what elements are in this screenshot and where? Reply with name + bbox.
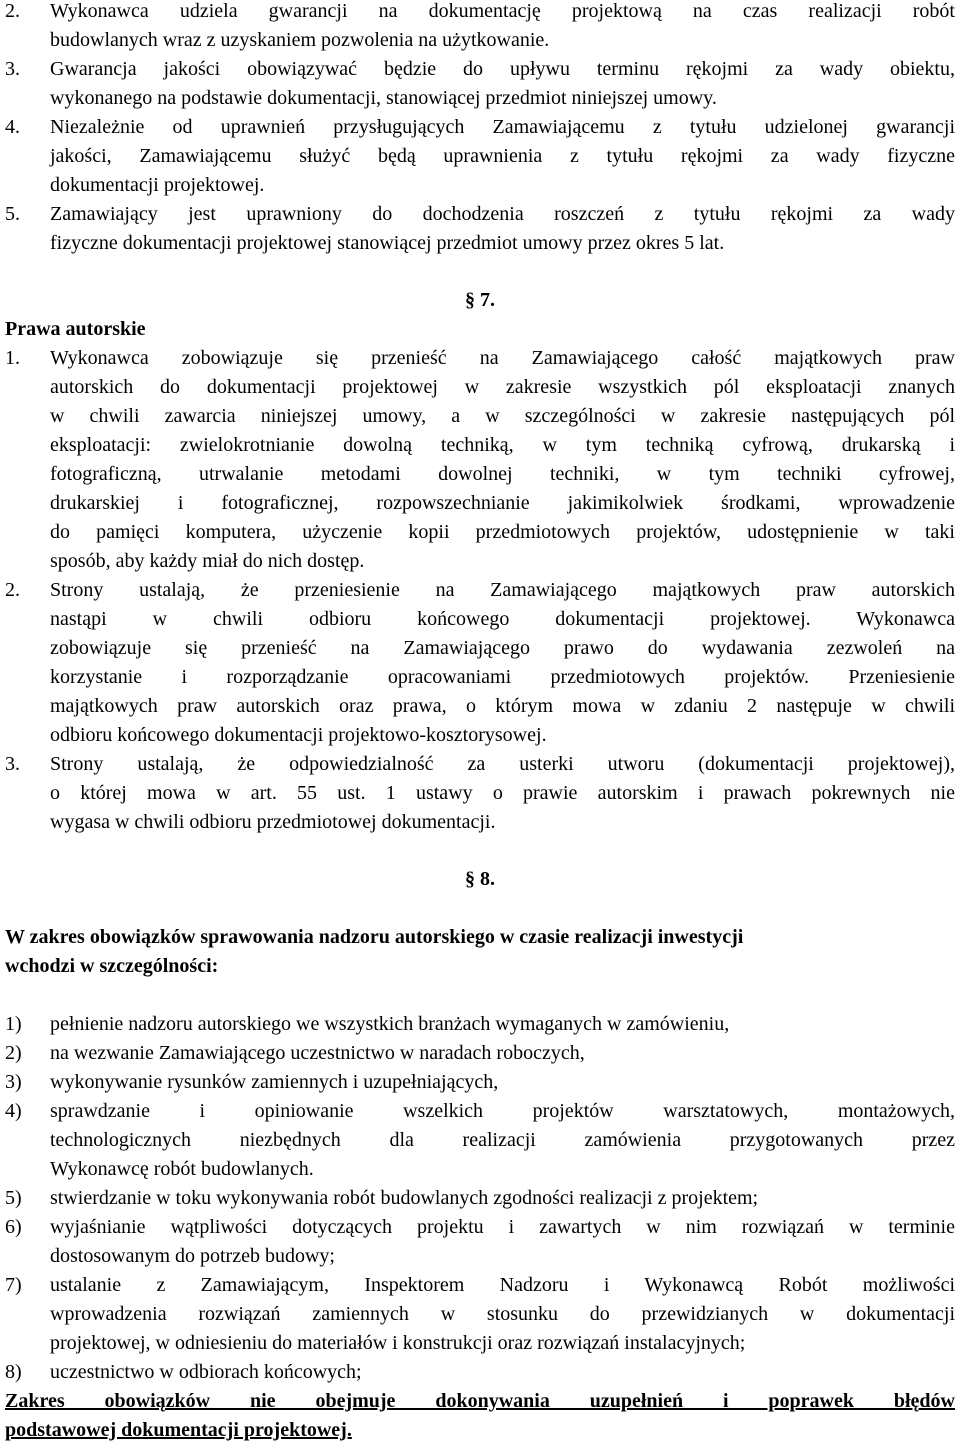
item-text-line: korzystanie i rozporządzanie opracowaniami przedmiotowych projektów. Przeniesienie (50, 666, 955, 688)
item-text-line: Niezależnie od uprawnień przysługujących Zamawiającemu z tytułu udzielonej gwarancji (50, 116, 955, 138)
item-text-line: budowlanych wraz z uzyskaniem pozwolenia na użytkowanie. (50, 29, 550, 51)
section-heading: Prawa autorskie (5, 318, 146, 340)
item-text-line: w chwili zawarcia niniejszej umowy, a w szczególności w zakresie następujących pól (50, 405, 955, 427)
item-text-line: zobowiązuje się przenieść na Zamawiającego prawo do wydawania zezwoleń na (50, 637, 955, 659)
item-text-line: sposób, aby każdy miał do nich dostęp. (50, 550, 365, 572)
item-text-line: Strony ustalają, że przeniesienie na Zamawiającego majątkowych praw autorskich (50, 579, 955, 601)
item-number: 2) (5, 1042, 22, 1064)
item-text-line: sprawdzanie i opiniowanie wszelkich projektów warsztatowych, montażowych, (50, 1100, 955, 1122)
item-text-line: autorskich do dokumentacji projektowej w zakresie wszystkich pól eksploatacji znanych (50, 376, 955, 398)
item-text-line: Wykonawca udziela gwarancji na dokumentację projektową na czas realizacji robót (50, 0, 955, 22)
document-page (5, 0, 955, 1448)
section-heading: W zakres obowiązków sprawowania nadzoru autorskiego w czasie realizacji inwestycji (5, 926, 744, 948)
item-number: 4. (5, 116, 20, 138)
item-text-line: technologicznych niezbędnych dla realizacji zamówienia przygotowanych przez (50, 1129, 955, 1151)
item-number: 5. (5, 203, 20, 225)
item-text-line: wyjaśnianie wątpliwości dotyczących projektu i zawartych w nim rozwiązań w terminie (50, 1216, 955, 1238)
item-number: 1) (5, 1013, 22, 1035)
item-text-line: jakości, Zamawiającemu służyć będą uprawnienia z tytułu rękojmi za wady fizyczne (50, 145, 955, 167)
item-number: 5) (5, 1187, 22, 1209)
item-number: 2. (5, 579, 20, 601)
item-text-line: Wykonawca zobowiązuje się przenieść na Zamawiającego całość majątkowych praw (50, 347, 955, 369)
item-text-line: ustalanie z Zamawiającym, Inspektorem Nadzoru i Wykonawcą Robót możliwości (50, 1274, 955, 1296)
item-number: 7) (5, 1274, 22, 1296)
item-text-line: wykonywanie rysunków zamiennych i uzupełniających, (50, 1071, 499, 1093)
item-text-line: wykonanego na podstawie dokumentacji, stanowiącej przedmiot niniejszej umowy. (50, 87, 717, 109)
item-text-line: fizyczne dokumentacji projektowej stanowiącej przedmiot umowy przez okres 5 lat. (50, 232, 725, 254)
item-text-line: eksploatacji: zwielokrotnianie dowolną techniką, w tym techniką cyfrową, drukarską i (50, 434, 955, 456)
item-text-line: odbioru końcowego dokumentacji projektowo-kosztorysowej. (50, 724, 547, 746)
item-number: 8) (5, 1361, 22, 1383)
final-note: podstawowej dokumentacji projektowej. (5, 1419, 352, 1441)
item-text-line: Wykonawcę robót budowlanych. (50, 1158, 314, 1180)
item-text-line: stwierdzanie w toku wykonywania robót budowlanych zgodności realizacji z projektem; (50, 1187, 759, 1209)
section-heading: wchodzi w szczególności: (5, 955, 219, 977)
item-text-line: majątkowych praw autorskich oraz prawa, o którym mowa w zdaniu 2 następuje w chwili (50, 695, 955, 717)
item-number: 3. (5, 58, 20, 80)
item-number: 2. (5, 0, 20, 22)
item-text-line: dokumentacji projektowej. (50, 174, 265, 196)
section-number: § 7. (465, 289, 495, 311)
item-number: 4) (5, 1100, 22, 1122)
item-text-line: pełnienie nadzoru autorskiego we wszystkich branżach wymaganych w zamówieniu, (50, 1013, 730, 1035)
item-text-line: Strony ustalają, że odpowiedzialność za usterki utworu (dokumentacji projektowej), (50, 753, 955, 775)
item-text-line: fotograficzną, utrwalanie metodami dowolnej techniki, w tym techniki cyfrowej, (50, 463, 955, 485)
item-text-line: drukarskiej i fotograficznej, rozpowszechnianie jakimikolwiek środkami, wprowadzenie (50, 492, 955, 514)
item-text-line: uczestnictwo w odbiorach końcowych; (50, 1361, 362, 1383)
final-note: Zakres obowiązków nie obejmuje dokonywania uzupełnień i poprawek błędów (5, 1390, 955, 1412)
item-number: 6) (5, 1216, 22, 1238)
section-number: § 8. (465, 868, 495, 890)
item-text-line: dostosowanym do potrzeb budowy; (50, 1245, 335, 1267)
item-number: 3. (5, 753, 20, 775)
item-text-line: do pamięci komputera, użyczenie kopii przedmiotowych projektów, udostępnienie w taki (50, 521, 955, 543)
item-text-line: Zamawiający jest uprawniony do dochodzenia roszczeń z tytułu rękojmi za wady (50, 203, 955, 225)
item-text-line: projektowej, w odniesieniu do materiałów i konstrukcji oraz rozwiązań instalacyjnych; (50, 1332, 746, 1354)
item-text-line: na wezwanie Zamawiającego uczestnictwo w naradach roboczych, (50, 1042, 585, 1064)
item-text-line: o której mowa w art. 55 ust. 1 ustawy o prawie autorskim i prawach pokrewnych nie (50, 782, 955, 804)
item-text-line: Gwarancja jakości obowiązywać będzie do upływu terminu rękojmi za wady obiektu, (50, 58, 955, 80)
item-number: 1. (5, 347, 20, 369)
item-number: 3) (5, 1071, 22, 1093)
item-text-line: wygasa w chwili odbioru przedmiotowej dokumentacji. (50, 811, 496, 833)
item-text-line: nastąpi w chwili odbioru końcowego dokumentacji projektowej. Wykonawca (50, 608, 955, 630)
item-text-line: wprowadzenia rozwiązań zamiennych w stosunku do przewidzianych w dokumentacji (50, 1303, 955, 1325)
